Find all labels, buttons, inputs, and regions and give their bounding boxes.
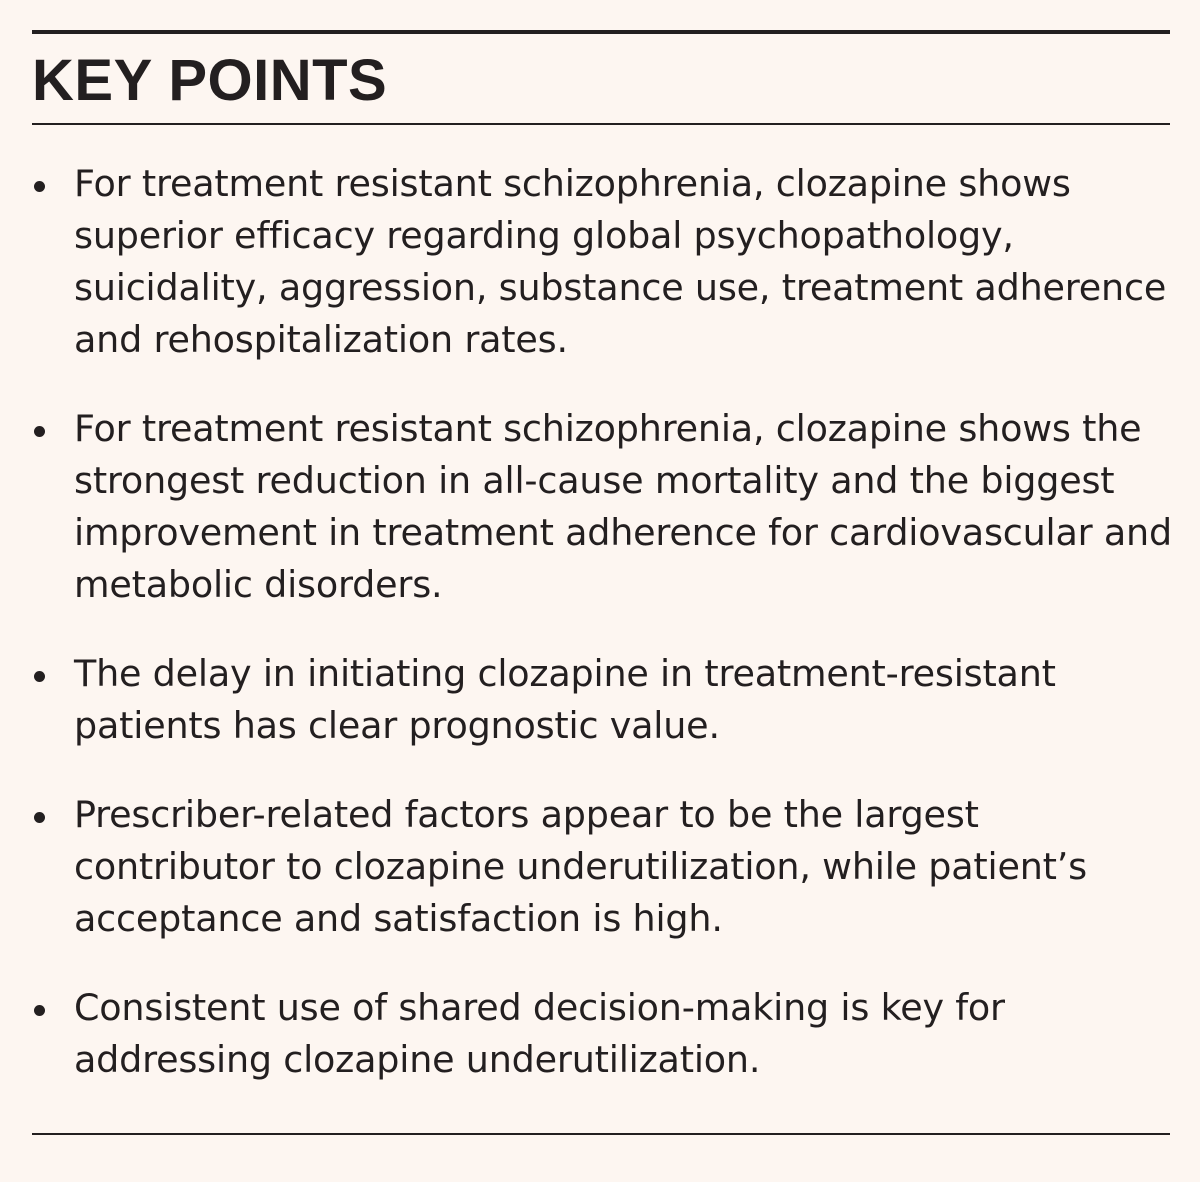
key-point-text: The delay in initiating clozapine in treatment-resistant patients has clear prognostic value. <box>74 652 1056 747</box>
key-points-list <box>32 158 1172 1123</box>
heading-rule <box>32 123 1170 125</box>
key-point-text: For treatment resistant schizophrenia, clozapine shows the strongest reduction in all-cause mortality and the biggest improvement in treatment adherence for cardiovascular and metabolic disorders. <box>74 407 1172 606</box>
key-point-1 <box>32 158 1172 366</box>
key-point-3 <box>32 648 1172 752</box>
bullet-icon <box>34 812 45 823</box>
key-point-text: Prescriber-related factors appear to be the largest contributor to clozapine underutilization, while patient’s acceptance and satisfaction is high. <box>74 793 1088 940</box>
bullet-icon <box>34 181 45 192</box>
key-point-5 <box>32 982 1172 1086</box>
bullet-icon <box>34 671 45 682</box>
bullet-icon <box>34 1005 45 1016</box>
key-point-text: Consistent use of shared decision-making is key for addressing clozapine underutilization. <box>74 986 1005 1081</box>
key-point-4 <box>32 789 1172 945</box>
bullet-icon <box>34 426 45 437</box>
top-rule <box>32 30 1170 34</box>
bottom-rule <box>32 1133 1170 1135</box>
key-points-heading: KEY POINTS <box>32 48 388 113</box>
key-point-2 <box>32 403 1172 611</box>
key-point-text: For treatment resistant schizophrenia, clozapine shows superior efficacy regarding global psychopathology, suicidality, aggression, substance use, treatment adherence and rehospitalization rates. <box>74 162 1167 361</box>
